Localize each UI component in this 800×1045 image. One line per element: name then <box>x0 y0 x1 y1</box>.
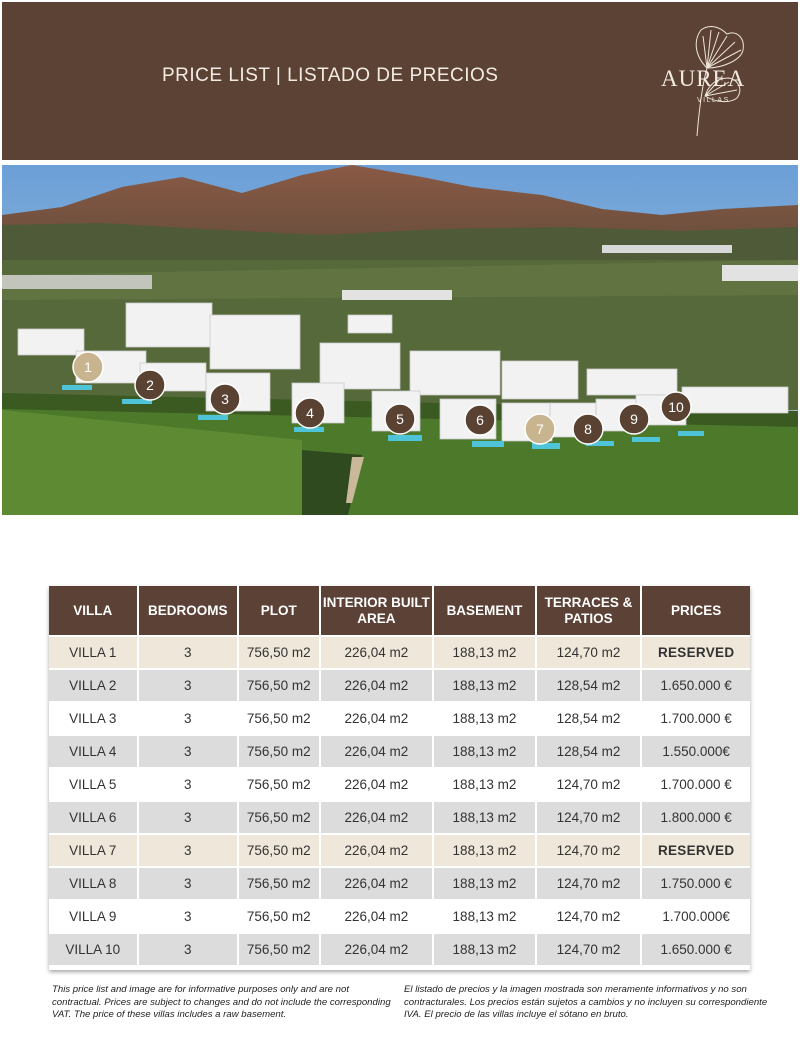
cell-plot: 756,50 m2 <box>238 669 319 702</box>
table-header-row <box>49 586 750 636</box>
disclaimer-english: This price list and image are for informative purposes only and are not contractual. Prices are subject to changes and do not include the corresponding VAT. The price of these villas includes a raw basement. <box>52 984 391 1020</box>
cell-villa: VILLA 10 <box>49 933 138 965</box>
cell-basement: 188,13 m2 <box>433 768 536 801</box>
cell-villa: VILLA 1 <box>49 636 138 669</box>
cell-terraces: 128,54 m2 <box>536 735 642 768</box>
villa-marker-label: 3 <box>221 391 229 407</box>
cell-basement: 188,13 m2 <box>433 900 536 933</box>
table-row <box>49 900 750 933</box>
cell-basement: 188,13 m2 <box>433 867 536 900</box>
cell-basement: 188,13 m2 <box>433 801 536 834</box>
villa-marker-label: 10 <box>668 399 684 415</box>
cell-bedrooms: 3 <box>138 867 239 900</box>
col-header-basement: BASEMENT <box>433 586 536 636</box>
cell-interior: 226,04 m2 <box>320 669 434 702</box>
col-header-interior-built-area: INTERIOR BUILT AREA <box>320 586 434 636</box>
cell-plot: 756,50 m2 <box>238 834 319 867</box>
header-banner <box>2 2 798 160</box>
villa-marker-label: 7 <box>536 421 544 437</box>
villa-marker-label: 5 <box>396 411 404 427</box>
ginkgo-leaf-icon <box>657 16 767 151</box>
price-table <box>49 586 750 965</box>
cell-plot: 756,50 m2 <box>238 900 319 933</box>
cell-villa: VILLA 6 <box>49 801 138 834</box>
cell-plot: 756,50 m2 <box>238 768 319 801</box>
table-row <box>49 801 750 834</box>
cell-basement: 188,13 m2 <box>433 933 536 965</box>
cell-price: 1.700.000€ <box>641 900 750 933</box>
aurea-villas-logo <box>657 16 767 151</box>
cell-basement: 188,13 m2 <box>433 702 536 735</box>
cell-bedrooms: 3 <box>138 702 239 735</box>
development-aerial-photo <box>2 165 798 515</box>
cell-terraces: 124,70 m2 <box>536 834 642 867</box>
page-title: PRICE LIST | LISTADO DE PRECIOS <box>162 65 499 86</box>
cell-terraces: 128,54 m2 <box>536 702 642 735</box>
cell-price: 1.800.000 € <box>641 801 750 834</box>
cell-price: 1.700.000 € <box>641 702 750 735</box>
cell-terraces: 124,70 m2 <box>536 636 642 669</box>
cell-bedrooms: 3 <box>138 735 239 768</box>
cell-price: 1.650.000 € <box>641 669 750 702</box>
cell-villa: VILLA 2 <box>49 669 138 702</box>
cell-basement: 188,13 m2 <box>433 735 536 768</box>
villa-marker-label: 9 <box>630 411 638 427</box>
col-header-terraces-patios: TERRACES & PATIOS <box>536 586 642 636</box>
cell-villa: VILLA 3 <box>49 702 138 735</box>
cell-plot: 756,50 m2 <box>238 801 319 834</box>
col-header-villa: VILLA <box>49 586 138 636</box>
cell-bedrooms: 3 <box>138 834 239 867</box>
cell-interior: 226,04 m2 <box>320 834 434 867</box>
table-row <box>49 834 750 867</box>
cell-basement: 188,13 m2 <box>433 669 536 702</box>
cell-interior: 226,04 m2 <box>320 867 434 900</box>
table-row <box>49 636 750 669</box>
cell-price: RESERVED <box>641 636 750 669</box>
table-row <box>49 735 750 768</box>
table-row <box>49 933 750 965</box>
cell-plot: 756,50 m2 <box>238 933 319 965</box>
cell-villa: VILLA 9 <box>49 900 138 933</box>
cell-price: 1.650.000 € <box>641 933 750 965</box>
cell-terraces: 124,70 m2 <box>536 867 642 900</box>
villa-marker-label: 8 <box>584 421 592 437</box>
cell-interior: 226,04 m2 <box>320 735 434 768</box>
cell-terraces: 124,70 m2 <box>536 801 642 834</box>
villa-marker-label: 6 <box>476 412 484 428</box>
cell-terraces: 124,70 m2 <box>536 768 642 801</box>
cell-basement: 188,13 m2 <box>433 636 536 669</box>
villa-marker-label: 4 <box>306 405 314 421</box>
disclaimer-spanish: El listado de precios y la imagen mostrada son meramente informativos y no son contracturales. Los precios están sujetos a cambios y no incluyen su correspondiente IVA. El precio de las villas incluye el sótano en bruto. <box>404 984 768 1020</box>
table-row <box>49 702 750 735</box>
cell-basement: 188,13 m2 <box>433 834 536 867</box>
cell-price: RESERVED <box>641 834 750 867</box>
cell-bedrooms: 3 <box>138 801 239 834</box>
cell-interior: 226,04 m2 <box>320 768 434 801</box>
cell-plot: 756,50 m2 <box>238 735 319 768</box>
villa-marker-label: 2 <box>146 377 154 393</box>
cell-plot: 756,50 m2 <box>238 636 319 669</box>
col-header-plot: PLOT <box>238 586 319 636</box>
logo-wordmark: AUREA <box>661 66 746 91</box>
cell-terraces: 128,54 m2 <box>536 669 642 702</box>
cell-terraces: 124,70 m2 <box>536 933 642 965</box>
cell-plot: 756,50 m2 <box>238 867 319 900</box>
cell-bedrooms: 3 <box>138 669 239 702</box>
logo-subtitle: VILLAS <box>697 97 730 104</box>
cell-villa: VILLA 5 <box>49 768 138 801</box>
cell-interior: 226,04 m2 <box>320 801 434 834</box>
table-row <box>49 768 750 801</box>
cell-price: 1.750.000 € <box>641 867 750 900</box>
cell-plot: 756,50 m2 <box>238 702 319 735</box>
cell-bedrooms: 3 <box>138 933 239 965</box>
cell-bedrooms: 3 <box>138 900 239 933</box>
cell-interior: 226,04 m2 <box>320 900 434 933</box>
cell-villa: VILLA 8 <box>49 867 138 900</box>
cell-interior: 226,04 m2 <box>320 636 434 669</box>
cell-villa: VILLA 7 <box>49 834 138 867</box>
col-header-bedrooms: BEDROOMS <box>138 586 239 636</box>
table-row <box>49 669 750 702</box>
cell-villa: VILLA 4 <box>49 735 138 768</box>
cell-price: 1.550.000€ <box>641 735 750 768</box>
cell-bedrooms: 3 <box>138 636 239 669</box>
cell-price: 1.700.000 € <box>641 768 750 801</box>
cell-terraces: 124,70 m2 <box>536 900 642 933</box>
villa-marker-label: 1 <box>84 359 92 375</box>
cell-interior: 226,04 m2 <box>320 702 434 735</box>
cell-bedrooms: 3 <box>138 768 239 801</box>
table-row <box>49 867 750 900</box>
cell-interior: 226,04 m2 <box>320 933 434 965</box>
col-header-prices: PRICES <box>641 586 750 636</box>
